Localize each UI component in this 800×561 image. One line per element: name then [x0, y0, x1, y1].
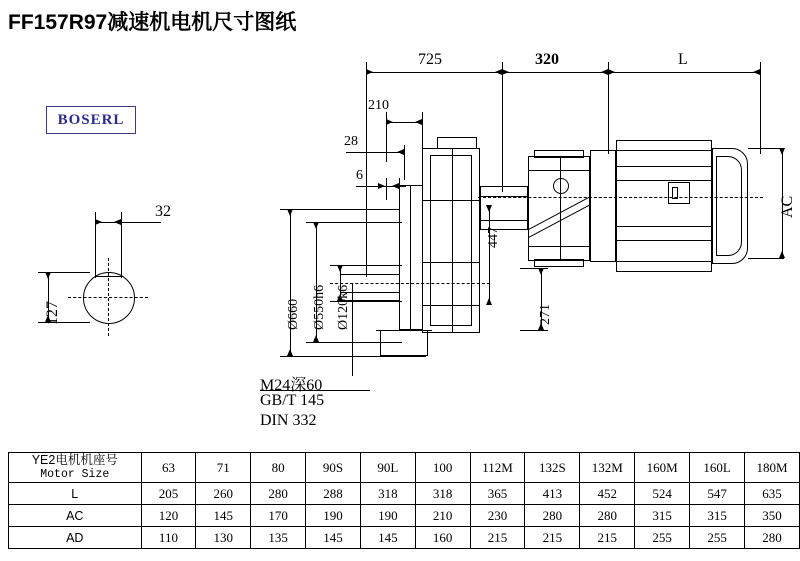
note-line-2: GB/T 145: [260, 392, 325, 409]
flange-vline: [410, 185, 411, 330]
dim550-arrow-top: [313, 222, 319, 229]
motor-fin-2: [616, 180, 712, 181]
dim320-arrow-right: [601, 69, 608, 75]
table-cell: 145: [306, 527, 361, 549]
dim550-arrow-bottom: [313, 335, 319, 342]
dim-550-label: Ø550h6: [312, 284, 327, 330]
ext-550-bottom: [306, 342, 402, 343]
table-cell: 215: [525, 527, 580, 549]
dim-AC-label: AC: [779, 195, 796, 218]
table-cell: 255: [690, 527, 745, 549]
dim-271-label: 271: [538, 304, 553, 325]
dim660-arrow-top: [287, 209, 293, 216]
ext-line-725-left: [366, 62, 367, 277]
motor-size-table: [8, 452, 800, 549]
table-header-label-cn: YE2电机机座号: [31, 453, 118, 467]
table-cell: 635: [745, 483, 800, 505]
table-header-cell: 112M: [470, 453, 525, 483]
table-header-cell: 63: [141, 453, 196, 483]
dim447-arrow-top: [486, 205, 492, 212]
table-cell: 210: [415, 505, 470, 527]
dim127-arrow-top: [45, 272, 51, 279]
motor-fin-4: [616, 240, 712, 241]
ext-AC-bottom: [748, 258, 784, 259]
dim447-arrow-bottom: [486, 298, 492, 305]
flange-bottom-edge: [399, 330, 423, 331]
ext-AC-top: [748, 148, 784, 149]
dim447-line: [489, 205, 490, 305]
table-header-cell: 80: [251, 453, 306, 483]
table-header-cell: 100: [415, 453, 470, 483]
motor-axis-centerline: [478, 197, 763, 198]
dim120-arrow-top: [337, 265, 343, 272]
dim-725-label: 725: [418, 51, 442, 68]
table-cell: 170: [251, 505, 306, 527]
note-line-1: M24深60: [260, 377, 323, 394]
dim-L-label: L: [678, 51, 688, 68]
dim271-arrow-top: [538, 268, 544, 275]
gearbox-hline-2: [422, 262, 480, 263]
table-cell: 350: [745, 505, 800, 527]
table-row: [9, 483, 800, 505]
dimAC-arrow-top: [779, 148, 785, 155]
table-cell: 260: [196, 483, 251, 505]
table-cell: 145: [360, 527, 415, 549]
output-cone-bottom: [382, 356, 426, 357]
table-cell: 452: [580, 483, 635, 505]
table-header-label-en: Motor Size: [40, 468, 110, 482]
ext-line-L-right: [760, 62, 761, 154]
ext-660-bottom: [280, 356, 384, 357]
table-header-cell-label: [9, 453, 142, 483]
fan-cowl-inner: [716, 156, 742, 256]
table-cell: 110: [141, 527, 196, 549]
ext-line-320-right: [608, 62, 609, 154]
table-header-cell: 90S: [306, 453, 361, 483]
table-header-cell: 180M: [745, 453, 800, 483]
page-title: FF157R97减速机电机尺寸图纸: [8, 11, 297, 34]
table-row-label: AC: [9, 505, 142, 527]
dim-447-label: 447: [486, 227, 501, 248]
dim320-arrow-left: [502, 69, 509, 75]
adapter-line-2: [480, 220, 528, 221]
table-cell: 205: [141, 483, 196, 505]
dimAC-arrow-bottom: [779, 251, 785, 258]
table-row-label: L: [9, 483, 142, 505]
table-header-cell: 90L: [360, 453, 415, 483]
dimL-arrow-right: [753, 69, 760, 75]
table-cell: 318: [360, 483, 415, 505]
table-cell: 120: [141, 505, 196, 527]
dim-320-label: 320: [535, 51, 559, 68]
gearbox-vline-mid: [452, 148, 453, 333]
table-cell: 315: [635, 505, 690, 527]
ext-660-top: [280, 209, 400, 210]
table-cell: 215: [470, 527, 525, 549]
table-cell: 215: [580, 527, 635, 549]
table-cell: 190: [360, 505, 415, 527]
table-cell: 190: [306, 505, 361, 527]
note-leader-vline: [352, 283, 353, 376]
motor-fin-3: [616, 226, 712, 227]
dim725-line: [366, 72, 502, 73]
table-header-cell: 160L: [690, 453, 745, 483]
table-header-cell: 71: [196, 453, 251, 483]
dim32-arrow-left: [95, 219, 102, 225]
logo-text: BOSERL: [57, 111, 125, 128]
table-cell: 135: [251, 527, 306, 549]
table-cell: 160: [415, 527, 470, 549]
dim-660-label: Ø660: [286, 298, 301, 330]
table-cell: 280: [525, 505, 580, 527]
dim32-arrow-right: [114, 219, 121, 225]
table-row: [9, 527, 800, 549]
table-header-cell: 160M: [635, 453, 690, 483]
dim-28-label: 28: [344, 134, 358, 149]
gearbox-hline-3: [422, 305, 480, 306]
table-cell: 413: [525, 483, 580, 505]
dim660-line: [290, 209, 291, 356]
shaft-center-hline: [68, 297, 148, 298]
ext-550-top: [306, 222, 402, 223]
dimL-line: [608, 72, 760, 73]
table-cell: 547: [690, 483, 745, 505]
table-header-cell: 132S: [525, 453, 580, 483]
dim320-line: [502, 72, 608, 73]
table-row: [9, 505, 800, 527]
dim-127-label: 127: [44, 301, 61, 325]
dim6-arrow-right: [392, 183, 399, 189]
table-cell: 524: [635, 483, 690, 505]
table-cell: 315: [690, 505, 745, 527]
dim-32-label: 32: [155, 203, 171, 220]
gearbox-housing-inner: [430, 155, 472, 326]
table-cell: 280: [745, 527, 800, 549]
dim725-arrow-right: [495, 69, 502, 75]
table-cell: 130: [196, 527, 251, 549]
gearbox-top-cap: [437, 137, 477, 149]
dim210-arrow-right: [415, 119, 422, 125]
gearbox-axis-centerline: [330, 283, 490, 284]
dim32-leader: [121, 222, 161, 223]
motor-fin-1: [616, 166, 712, 167]
ext-line-28: [404, 145, 405, 180]
dim6-arrow-left: [378, 183, 385, 189]
logo: [46, 106, 136, 134]
ext-line-6b: [399, 178, 400, 200]
note-line-3: DIN 332: [260, 412, 317, 429]
dim-210-label: 210: [368, 98, 389, 113]
shaft-circle: [83, 272, 135, 324]
dim210-arrow-left: [386, 119, 393, 125]
dim725-arrow-left: [366, 69, 373, 75]
gearbox-hline-1: [422, 200, 480, 201]
table-cell: 255: [635, 527, 690, 549]
flange-plate: [399, 185, 423, 330]
dimL-arrow-left: [608, 69, 615, 75]
ext-271-bottom: [520, 330, 548, 331]
dim-120-label: Ø120k6: [336, 284, 351, 330]
dim-6-label: 6: [356, 168, 363, 183]
table-header-cell: 132M: [580, 453, 635, 483]
ext-line-6a: [386, 178, 387, 200]
dim28-arrow: [397, 149, 404, 155]
motor-flange: [590, 150, 616, 262]
bore-line-top: [340, 274, 400, 275]
table-row-label: AD: [9, 527, 142, 549]
bell-hatch: [528, 156, 590, 261]
table-cell: 145: [196, 505, 251, 527]
dim660-arrow-bottom: [287, 349, 293, 356]
table-cell: 230: [470, 505, 525, 527]
ext-line-210-right: [422, 112, 423, 152]
table-cell: 280: [251, 483, 306, 505]
dim28-line: [346, 152, 404, 153]
table-cell: 365: [470, 483, 525, 505]
ext-line-725-right: [502, 62, 503, 192]
table-cell: 318: [415, 483, 470, 505]
output-cone: [380, 330, 428, 356]
table-row-header: [9, 453, 800, 483]
table-cell: 280: [580, 505, 635, 527]
table-cell: 288: [306, 483, 361, 505]
